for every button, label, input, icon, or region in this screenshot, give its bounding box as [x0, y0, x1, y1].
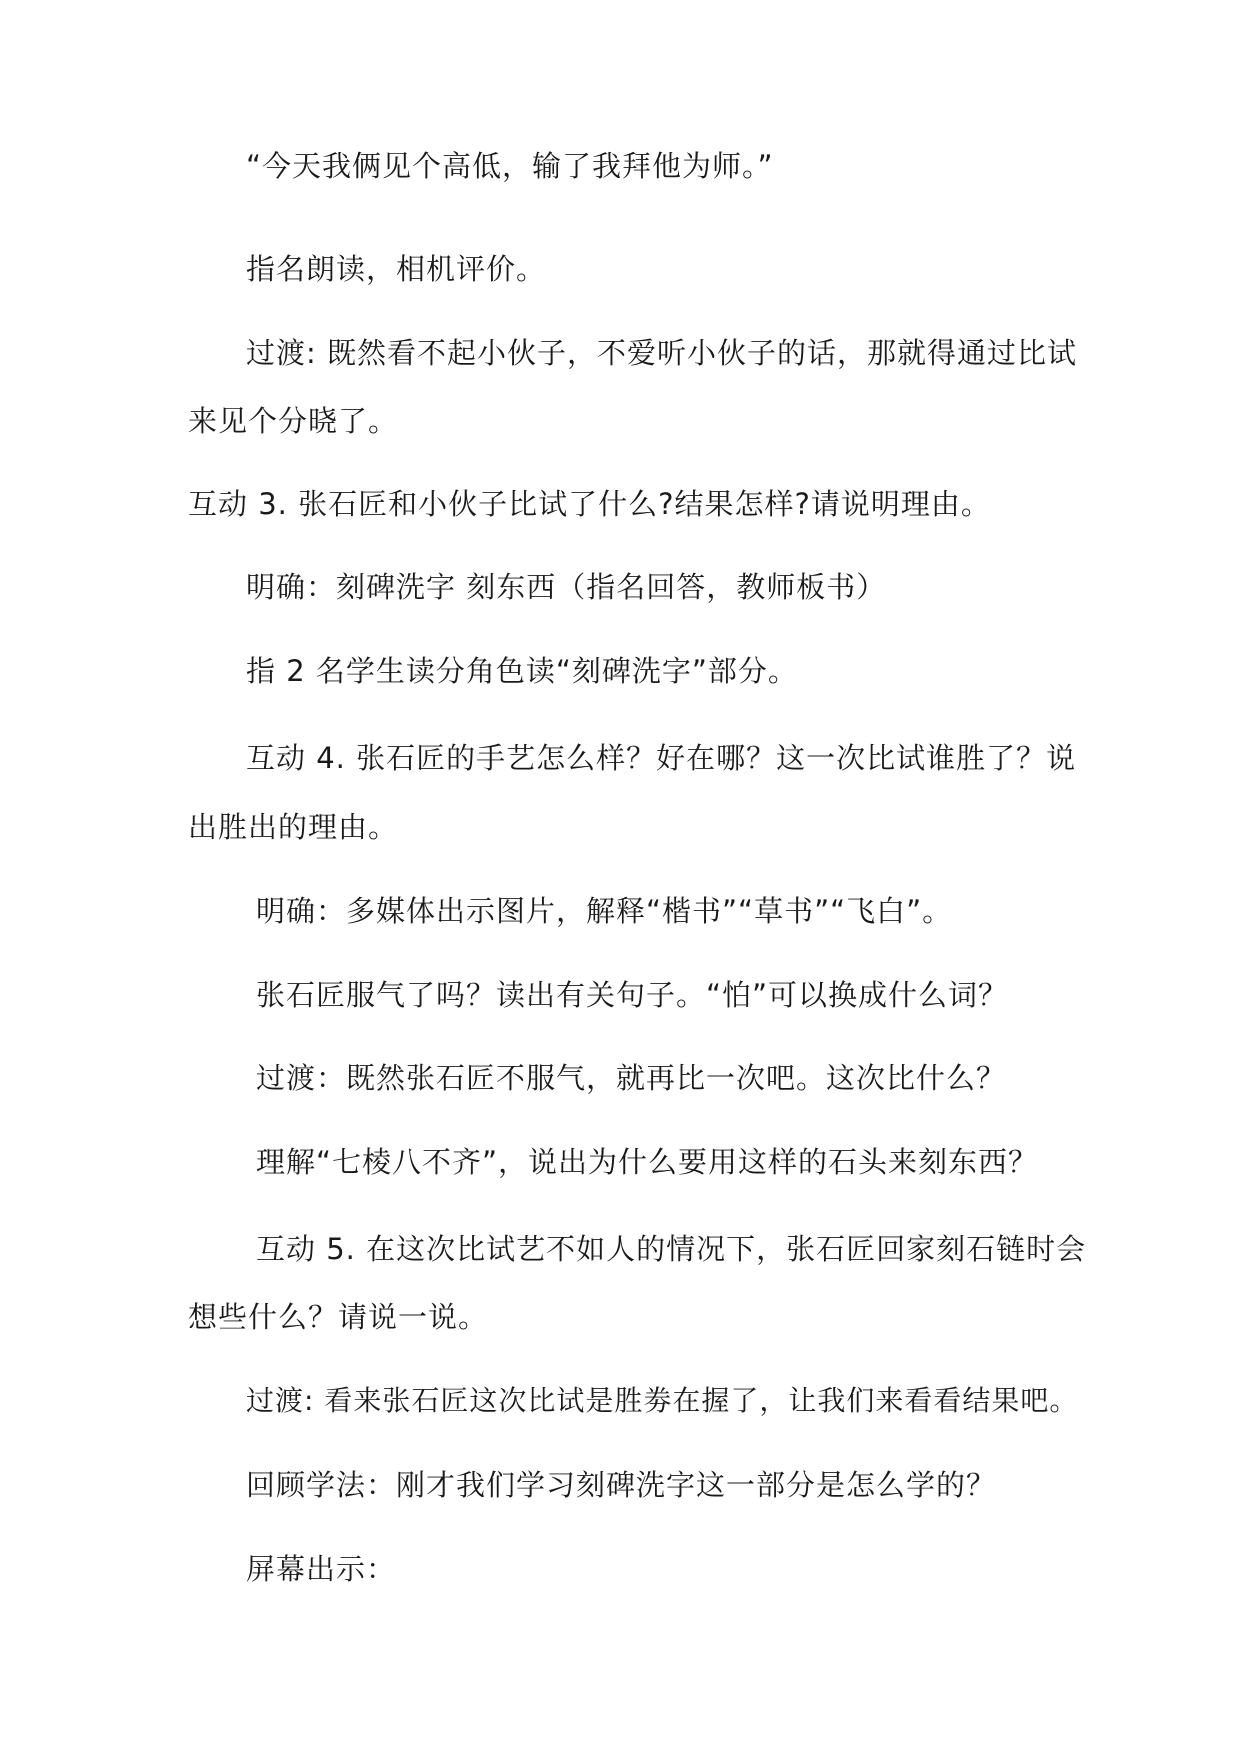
- paragraph-line: 互动 5. 在这次比试艺不如人的情况下，张石匠回家刻石链时会: [256, 1232, 1087, 1266]
- paragraph-line: 张石匠服气了吗？读出有关句子。“怕”可以换成什么词？: [256, 978, 1009, 1012]
- paragraph-line: 明确：多媒体出示图片，解释“楷书”“草书”“飞白”。: [256, 894, 953, 928]
- paragraph-line: 来见个分晓了。: [188, 404, 399, 438]
- paragraph-line: 互动 4. 张石匠的手艺怎么样？好在哪？这一次比试谁胜了？说: [246, 741, 1077, 775]
- paragraph-line: 过渡：既然张石匠不服气，就再比一次吧。这次比什么？: [256, 1061, 1007, 1095]
- paragraph-line: 理解“七棱八不齐”，说出为什么要用这样的石头来刻东西？: [256, 1145, 1039, 1179]
- paragraph-line: “今天我俩见个高低，输了我拜他为师。”: [246, 149, 774, 183]
- paragraph-line: 想些什么？请说一说。: [188, 1300, 489, 1334]
- paragraph-line: 互动 3. 张石匠和小伙子比试了什么?结果怎样?请说明理由。: [188, 487, 991, 521]
- paragraph-line: 明确：刻碑洗字 刻东西（指名回答，教师板书）: [246, 570, 887, 604]
- paragraph-line: 屏幕出示：: [246, 1552, 397, 1586]
- paragraph-line: 过渡: 看来张石匠这次比试是胜劵在握了，让我们来看看结果吧。: [246, 1384, 1079, 1417]
- paragraph-line: 出胜出的理由。: [188, 810, 399, 844]
- paragraph-line: 指名朗读，相机评价。: [246, 252, 547, 286]
- paragraph-line: 回顾学法：刚才我们学习刻碑洗字这一部分是怎么学的？: [246, 1468, 997, 1502]
- paragraph-line: 指 2 名学生读分角色读“刻碑洗字”部分。: [246, 654, 798, 688]
- paragraph-line: 过渡: 既然看不起小伙子，不爱听小伙子的话，那就得通过比试: [246, 336, 1077, 370]
